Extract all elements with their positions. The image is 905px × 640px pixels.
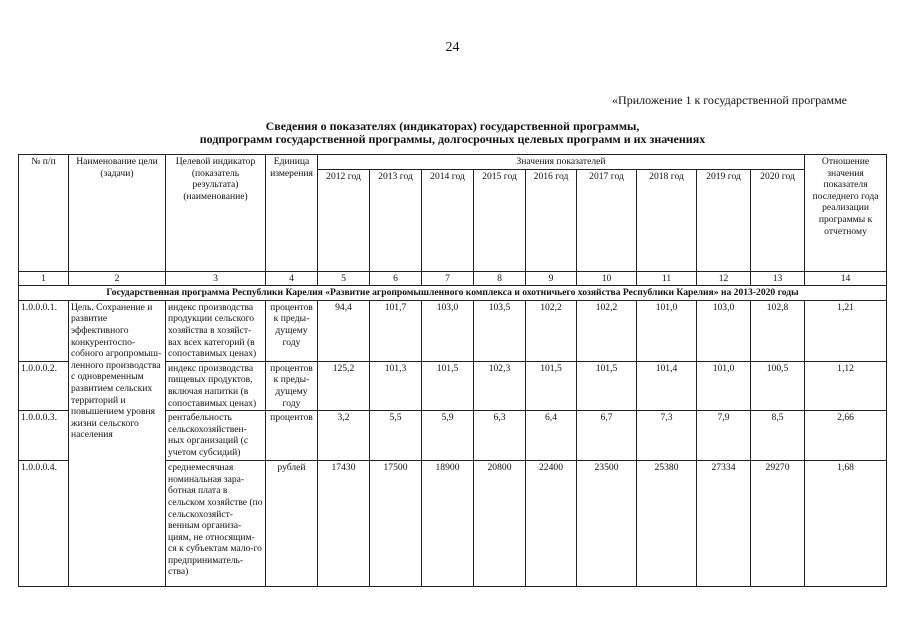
row-value: 20800 (474, 461, 526, 587)
row-value: 18900 (422, 461, 474, 587)
row-indicator: индекс производства продукции сельского хозяйства в хозяйст-вах всех категорий (в сопоставимых ценах) (166, 300, 266, 361)
header-year: 2020 год (751, 169, 805, 271)
header-year: 2017 год (577, 169, 637, 271)
title-line-2: подпрограмм государственной программы, долгосрочных целевых программ и их значениях (199, 132, 706, 146)
row-value: 6,7 (577, 411, 637, 461)
row-unit: процентов (266, 411, 318, 461)
column-number: 4 (266, 271, 318, 286)
row-value: 5,9 (422, 411, 474, 461)
row-value: 5,5 (370, 411, 422, 461)
appendix-note: «Приложение 1 к государственной программе (612, 93, 847, 107)
row-unit: процентов к преды-дущему году (266, 361, 318, 410)
column-number: 1 (19, 271, 69, 286)
header-year: 2019 год (697, 169, 751, 271)
row-value: 17500 (370, 461, 422, 587)
header-year: 2018 год (637, 169, 697, 271)
program-title-row (19, 286, 887, 301)
row-indicator: индекс производства пищевых продуктов, включая напитки (в сопоставимых ценах) (166, 361, 266, 410)
indicators-table (18, 154, 887, 587)
row-value: 22400 (526, 461, 577, 587)
column-number: 2 (69, 271, 166, 286)
header-year: 2015 год (474, 169, 526, 271)
header-num: № п/п (19, 155, 69, 272)
header-values: Значения показателей (318, 155, 805, 170)
row-value: 102,2 (526, 300, 577, 361)
row-value: 17430 (318, 461, 370, 587)
column-number: 3 (166, 271, 266, 286)
page-number: 24 (445, 40, 460, 55)
row-ratio: 2,66 (805, 411, 887, 461)
row-value: 100,5 (751, 361, 805, 410)
row-value: 102,8 (751, 300, 805, 361)
goal-text: Цель. Сохранение и развитие эффективного конкурентоспо-собного агропромыш-ленного производства с одновременным развитием сельских территорий и повышением уровня жизни сельского населения (69, 300, 166, 586)
row-ratio: 1,21 (805, 300, 887, 361)
title-line-1: Сведения о показателях (индикаторах) государственной программы, (265, 119, 640, 133)
column-number: 13 (751, 271, 805, 286)
column-number: 7 (422, 271, 474, 286)
row-value: 103,0 (422, 300, 474, 361)
row-num: 1.0.0.0.1. (19, 300, 69, 361)
row-value: 27334 (697, 461, 751, 587)
row-value: 23500 (577, 461, 637, 587)
row-value: 29270 (751, 461, 805, 587)
row-value: 3,2 (318, 411, 370, 461)
column-number: 11 (637, 271, 697, 286)
row-value: 94,4 (318, 300, 370, 361)
header-year: 2012 год (318, 169, 370, 271)
row-value: 101,3 (370, 361, 422, 410)
program-title: Государственная программа Республики Карелия «Развитие агропромышленного комплекса и охотничьего хозяйства Республики Карелия» на 2013-2020 годы (19, 286, 887, 301)
row-value: 101,7 (370, 300, 422, 361)
column-numbers-row (19, 271, 887, 286)
header-year: 2013 год (370, 169, 422, 271)
row-num: 1.0.0.0.4. (19, 461, 69, 587)
row-value: 101,5 (526, 361, 577, 410)
row-value: 8,5 (751, 411, 805, 461)
header-unit: Единица измерения (266, 155, 318, 272)
header-indicator: Целевой индикатор (показатель результата) (наименование) (166, 155, 266, 272)
row-value: 101,4 (637, 361, 697, 410)
header-row-1 (19, 155, 887, 170)
row-value: 103,5 (474, 300, 526, 361)
row-value: 101,5 (577, 361, 637, 410)
row-value: 7,3 (637, 411, 697, 461)
column-number: 14 (805, 271, 887, 286)
header-goal: Наименование цели (задачи) (69, 155, 166, 272)
row-value: 101,0 (637, 300, 697, 361)
row-value: 101,5 (422, 361, 474, 410)
row-value: 125,2 (318, 361, 370, 410)
row-indicator: среднемесячная номинальная зара-ботная плата в сельском хозяйстве (по сельскохозяйст-венным организа-циям, не относящим-ся к субъектам мало-го предприниматель-ства) (166, 461, 266, 587)
row-num: 1.0.0.0.3. (19, 411, 69, 461)
row-unit: рублей (266, 461, 318, 587)
row-value: 6,3 (474, 411, 526, 461)
row-value: 25380 (637, 461, 697, 587)
row-value: 103,0 (697, 300, 751, 361)
row-value: 6,4 (526, 411, 577, 461)
row-value: 7,9 (697, 411, 751, 461)
row-value: 102,3 (474, 361, 526, 410)
table-row (19, 300, 887, 361)
document-title (0, 120, 905, 146)
row-unit: процентов к преды-дущему году (266, 300, 318, 361)
header-year: 2016 год (526, 169, 577, 271)
column-number: 9 (526, 271, 577, 286)
column-number: 6 (370, 271, 422, 286)
header-ratio: Отношение значения показателя последнего года реализации программы к отчетному (805, 155, 887, 272)
row-value: 101,0 (697, 361, 751, 410)
row-ratio: 1,68 (805, 461, 887, 587)
row-value: 102,2 (577, 300, 637, 361)
row-num: 1.0.0.0.2. (19, 361, 69, 410)
column-number: 5 (318, 271, 370, 286)
row-indicator: рентабельность сельскохозяйствен-ных организаций (с учетом субсидий) (166, 411, 266, 461)
column-number: 10 (577, 271, 637, 286)
column-number: 12 (697, 271, 751, 286)
header-year: 2014 год (422, 169, 474, 271)
row-ratio: 1,12 (805, 361, 887, 410)
column-number: 8 (474, 271, 526, 286)
